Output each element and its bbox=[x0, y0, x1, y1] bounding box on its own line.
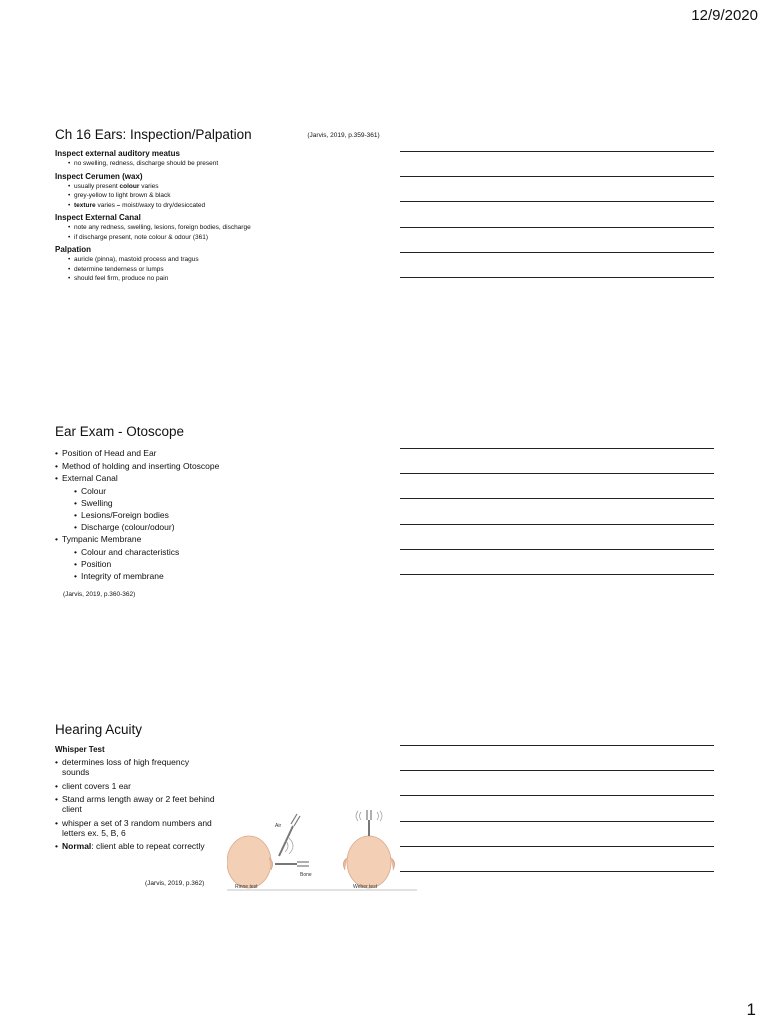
note-lines-slide-2 bbox=[400, 448, 714, 599]
section-heading: Inspect Cerumen (wax) bbox=[55, 171, 143, 181]
whisper-test-list bbox=[55, 757, 215, 851]
list-item: • Method of holding and inserting Otoscope bbox=[55, 460, 375, 473]
slide-3 bbox=[55, 722, 378, 907]
list-item: • determines loss of high frequency sounds bbox=[55, 757, 215, 777]
note-line bbox=[400, 770, 714, 771]
note-lines-slide-1 bbox=[400, 151, 714, 302]
list-item: • if discharge present, note colour & odour (361) bbox=[68, 233, 375, 243]
print-date: 12/9/2020 bbox=[691, 7, 758, 24]
list-item: • Colour bbox=[74, 485, 375, 497]
list-item: • auricle (pinna), mastoid process and tragus bbox=[68, 255, 375, 265]
list-item: • usually present colour varies bbox=[68, 182, 375, 192]
rinne-weber-illustration bbox=[227, 810, 417, 900]
note-line bbox=[400, 821, 714, 822]
section-list bbox=[55, 159, 375, 169]
list-item: • grey-yellow to light brown & black bbox=[68, 191, 375, 201]
slide-1-citation: (Jarvis, 2019, p.359-361) bbox=[307, 131, 380, 139]
slide-1-title-text: Ch 16 Ears: Inspection/Palpation bbox=[55, 127, 252, 142]
section-list bbox=[55, 255, 375, 284]
list-item: • Lesions/Foreign bodies bbox=[74, 509, 375, 521]
list-item: • Normal: client able to repeat correctly bbox=[55, 841, 215, 851]
slide-2-title: Ear Exam - Otoscope bbox=[55, 424, 185, 439]
note-line bbox=[400, 574, 714, 575]
note-line bbox=[400, 549, 714, 550]
list-item: • should feel firm, produce no pain bbox=[68, 274, 375, 284]
list-item: • whisper a set of 3 random numbers and letters ex. 5, B, 6 bbox=[55, 818, 215, 838]
list-item: • client covers 1 ear bbox=[55, 781, 215, 791]
otoscope-list bbox=[55, 447, 375, 582]
note-line bbox=[400, 227, 714, 228]
caption-weber: Weber test bbox=[353, 884, 378, 890]
list-item: • texture varies – moist/waxy to dry/desiccated bbox=[68, 201, 375, 211]
slide-3-citation: (Jarvis, 2019, p.362) bbox=[145, 880, 205, 887]
note-line bbox=[400, 151, 714, 152]
note-line bbox=[400, 252, 714, 253]
note-line bbox=[400, 745, 714, 746]
slide-1 bbox=[55, 127, 380, 286]
list-item: • no swelling, redness, discharge should be present bbox=[68, 159, 375, 169]
note-line bbox=[400, 846, 714, 847]
note-line bbox=[400, 201, 714, 202]
list-item: • Swelling bbox=[74, 497, 375, 509]
note-line bbox=[400, 473, 714, 474]
note-line bbox=[400, 277, 714, 278]
section-list bbox=[55, 223, 375, 242]
note-line bbox=[400, 448, 714, 449]
note-line bbox=[400, 795, 714, 796]
page-number: 1 bbox=[746, 1000, 756, 1019]
section-heading: Inspect external auditory meatus bbox=[55, 149, 180, 158]
list-item: • note any redness, swelling, lesions, foreign bodies, discharge bbox=[68, 223, 375, 233]
label-air: Air bbox=[275, 823, 282, 829]
whisper-test-heading: Whisper Test bbox=[55, 745, 105, 754]
note-line bbox=[400, 524, 714, 525]
note-line bbox=[400, 871, 714, 872]
note-line bbox=[400, 498, 714, 499]
caption-rinne: Rinne test bbox=[235, 884, 258, 890]
note-lines-slide-3 bbox=[400, 745, 714, 896]
list-item: • Tympanic Membrane • Colour and characteristics • Position • Integrity of membrane bbox=[55, 533, 375, 582]
list-item: • Integrity of membrane bbox=[74, 570, 375, 582]
section-list bbox=[55, 182, 375, 211]
slide-2-citation: (Jarvis, 2019, p.360-362) bbox=[63, 591, 136, 599]
list-item: • Colour and characteristics bbox=[74, 546, 375, 558]
section-heading: Inspect External Canal bbox=[55, 213, 141, 222]
section-heading: Palpation bbox=[55, 245, 92, 254]
list-item: • determine tenderness or lumps bbox=[68, 265, 375, 275]
label-bone: Bone bbox=[300, 872, 312, 878]
rinne-weber-figure bbox=[227, 810, 417, 900]
note-line bbox=[400, 176, 714, 177]
list-item: • Position of Head and Ear bbox=[55, 447, 375, 460]
slide-2 bbox=[55, 424, 375, 598]
list-item: • External Canal • Colour • Swelling • Lesions/Foreign bodies • Discharge (colour/odour) bbox=[55, 472, 375, 533]
slide-1-title bbox=[55, 127, 380, 142]
list-item: • Discharge (colour/odour) bbox=[74, 521, 375, 533]
sub-list bbox=[62, 485, 375, 534]
slide-3-title: Hearing Acuity bbox=[55, 722, 143, 737]
sub-list bbox=[62, 546, 375, 583]
list-item: • Position bbox=[74, 558, 375, 570]
list-item: • Stand arms length away or 2 feet behind client bbox=[55, 794, 215, 814]
